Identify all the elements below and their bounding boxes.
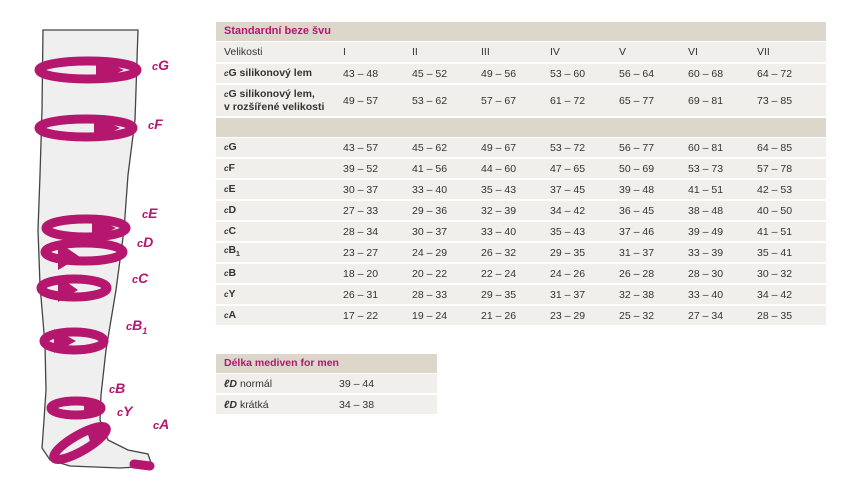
cell: 35 – 41 xyxy=(757,246,793,259)
row-label: cY xyxy=(224,288,236,300)
section-divider xyxy=(216,118,826,137)
cell: 31 – 37 xyxy=(619,246,655,259)
label-f: cF xyxy=(148,116,163,132)
cell: 42 – 53 xyxy=(757,183,793,196)
cell: 24 – 26 xyxy=(550,267,586,280)
men-length-table xyxy=(216,354,437,416)
header-size: II xyxy=(412,46,418,58)
cell: 31 – 37 xyxy=(550,288,586,301)
label-b1: $cB_1$ xyxy=(126,317,148,336)
cell: 18 – 20 xyxy=(343,267,379,280)
cell: 47 – 65 xyxy=(550,162,586,175)
cell: 36 – 45 xyxy=(619,204,655,217)
leg-illustration xyxy=(0,0,200,493)
cell: 32 – 39 xyxy=(481,204,517,217)
cell: 34 – 42 xyxy=(757,288,793,301)
cell: 20 – 22 xyxy=(412,267,448,280)
row-label: cB xyxy=(224,267,237,279)
cell: 56 – 64 xyxy=(619,67,655,80)
cell: 60 – 81 xyxy=(688,141,724,154)
cell: 30 – 37 xyxy=(412,225,448,238)
cell: 40 – 50 xyxy=(757,204,793,217)
cell: 23 – 29 xyxy=(550,309,586,322)
row-label: cG xyxy=(224,141,237,153)
cell: 26 – 28 xyxy=(619,267,655,280)
cell: 53 – 73 xyxy=(688,162,724,175)
cell: 28 – 34 xyxy=(343,225,379,238)
cell: 21 – 26 xyxy=(481,309,517,322)
table-row xyxy=(216,243,826,262)
cell: 41 – 56 xyxy=(412,162,448,175)
cell: 29 – 36 xyxy=(412,204,448,217)
cell: 35 – 43 xyxy=(481,183,517,196)
cell: 35 – 43 xyxy=(550,225,586,238)
cell: 39 – 52 xyxy=(343,162,379,175)
cell: 73 – 85 xyxy=(757,94,793,107)
label-d: cD xyxy=(137,234,154,250)
sizes-table xyxy=(216,22,826,327)
ring-a xyxy=(134,464,150,466)
cell: 28 – 33 xyxy=(412,288,448,301)
cell: 33 – 40 xyxy=(688,288,724,301)
row-label: cG silikonový lem xyxy=(224,67,312,79)
cell: 17 – 22 xyxy=(343,309,379,322)
cell: 50 – 69 xyxy=(619,162,655,175)
label-c: cC xyxy=(132,270,149,286)
cell: 53 – 72 xyxy=(550,141,586,154)
cell: 29 – 35 xyxy=(550,246,586,259)
header-label: Velikosti xyxy=(224,46,263,58)
label-b: cB xyxy=(109,380,126,396)
cell: 45 – 52 xyxy=(412,67,448,80)
cell: 33 – 40 xyxy=(412,183,448,196)
table-row xyxy=(216,285,826,304)
cell: 69 – 81 xyxy=(688,94,724,107)
row-label: cE xyxy=(224,183,236,195)
table-row xyxy=(216,180,826,199)
cell: 26 – 31 xyxy=(343,288,379,301)
cell: 38 – 48 xyxy=(688,204,724,217)
table-row xyxy=(216,395,437,414)
cell: 28 – 35 xyxy=(757,309,793,322)
row-label: ℓD normál xyxy=(224,377,273,390)
row-label: $cB_1$ xyxy=(224,243,240,259)
cell: 41 – 51 xyxy=(757,225,793,238)
cell: 61 – 72 xyxy=(550,94,586,107)
cell: 64 – 72 xyxy=(757,67,793,80)
header-size: V xyxy=(619,46,627,58)
measurement-rows xyxy=(216,138,826,325)
table-row xyxy=(216,64,826,83)
cell: 27 – 33 xyxy=(343,204,379,217)
cell: 57 – 67 xyxy=(481,94,517,107)
cell: 34 – 38 xyxy=(339,398,375,411)
cell: 49 – 67 xyxy=(481,141,517,154)
label-g: cG xyxy=(152,57,170,73)
cell: 53 – 62 xyxy=(412,94,448,107)
table-row xyxy=(216,85,826,116)
cell: 41 – 51 xyxy=(688,183,724,196)
cell: 53 – 60 xyxy=(550,67,586,80)
sizes-header-row xyxy=(216,42,826,62)
cell: 44 – 60 xyxy=(481,162,517,175)
cell: 65 – 77 xyxy=(619,94,655,107)
sizes-table-title: Standardní beze švu xyxy=(216,22,826,41)
cell: 24 – 29 xyxy=(412,246,448,259)
cell: 45 – 62 xyxy=(412,141,448,154)
cell: 43 – 48 xyxy=(343,67,379,80)
row-label: ℓD krátká xyxy=(224,398,269,411)
table-row xyxy=(216,159,826,178)
table-row xyxy=(216,138,826,157)
cell: 26 – 32 xyxy=(481,246,517,259)
cell: 32 – 38 xyxy=(619,288,655,301)
cell: 39 – 49 xyxy=(688,225,724,238)
cell: 49 – 56 xyxy=(481,67,517,80)
cell: 33 – 39 xyxy=(688,246,724,259)
label-a: cA xyxy=(153,416,170,432)
cell: 56 – 77 xyxy=(619,141,655,154)
row-label: cF xyxy=(224,162,235,174)
cell: 19 – 24 xyxy=(412,309,448,322)
table-row xyxy=(216,201,826,220)
cell: 39 – 48 xyxy=(619,183,655,196)
cell: 29 – 35 xyxy=(481,288,517,301)
header-size: III xyxy=(481,46,490,58)
table-row xyxy=(216,306,826,325)
cell: 23 – 27 xyxy=(343,246,379,259)
men-table-title: Délka mediven for men xyxy=(216,354,437,373)
table-row xyxy=(216,264,826,283)
header-size: I xyxy=(343,46,346,58)
cell: 27 – 34 xyxy=(688,309,724,322)
cell: 57 – 78 xyxy=(757,162,793,175)
cell: 25 – 32 xyxy=(619,309,655,322)
leg-diagram xyxy=(0,0,200,493)
cell: 28 – 30 xyxy=(688,267,724,280)
row-label: cD xyxy=(224,204,237,216)
table-row xyxy=(216,374,437,393)
row-label: cG silikonový lem, v rozšířené velikosti xyxy=(224,88,325,113)
header-size: IV xyxy=(550,46,560,58)
header-size: VII xyxy=(757,46,770,58)
cell: 33 – 40 xyxy=(481,225,517,238)
cell: 60 – 68 xyxy=(688,67,724,80)
cell: 37 – 45 xyxy=(550,183,586,196)
cell: 64 – 85 xyxy=(757,141,793,154)
cell: 37 – 46 xyxy=(619,225,655,238)
cell: 22 – 24 xyxy=(481,267,517,280)
cell: 30 – 32 xyxy=(757,267,793,280)
table-row xyxy=(216,222,826,241)
label-y: cY xyxy=(117,403,133,419)
cell: 49 – 57 xyxy=(343,94,379,107)
cell: 43 – 57 xyxy=(343,141,379,154)
row-label: cC xyxy=(224,225,237,237)
cell: 30 – 37 xyxy=(343,183,379,196)
label-e: cE xyxy=(142,205,158,221)
cell: 39 – 44 xyxy=(339,377,375,390)
row-label: cA xyxy=(224,309,237,321)
cell: 34 – 42 xyxy=(550,204,586,217)
header-size: VI xyxy=(688,46,698,58)
